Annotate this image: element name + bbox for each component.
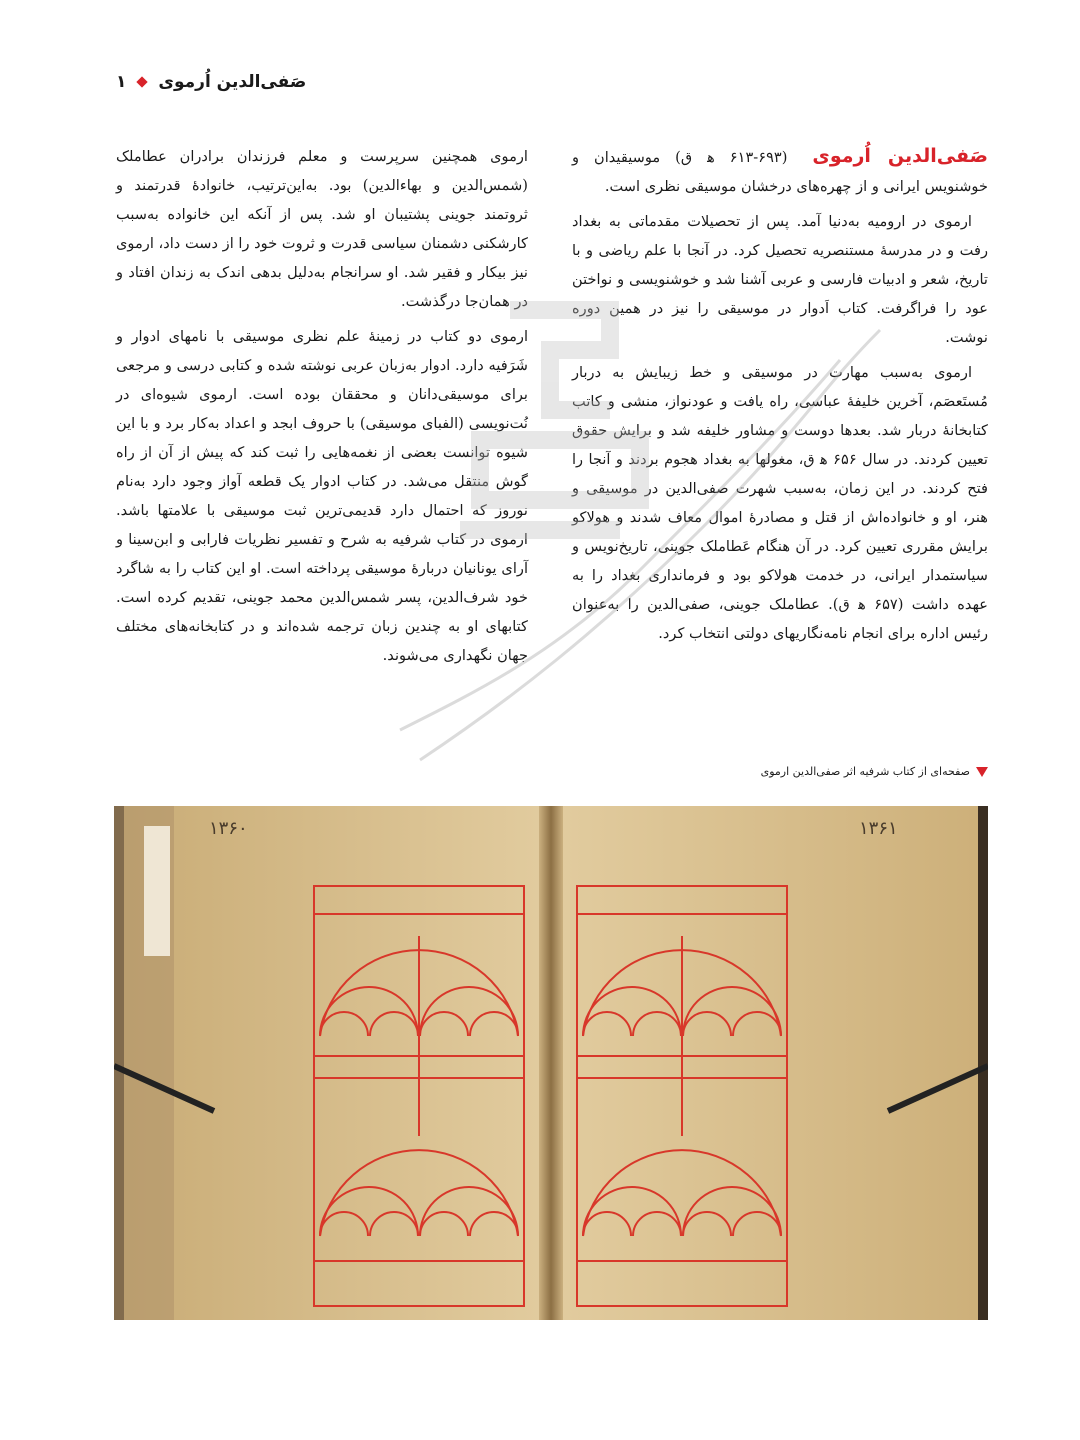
paragraph: ارموی به‌سبب مهارت در موسیقی و خط زیبایش به دربار مُستَعصَم، آخرین خلیفهٔ عباسی، راه یافت و عودنواز، منشی و کاتب کتابخانهٔ دربار شد. بعدها دوست و مشاور خلیفه شد و برایش حقوق تعیین کردند. در سال ۶۵۶ ه‍ ق، مغولها به بغداد هجوم بردند و آنجا را فتح کردند. در این زمان، به‌سبب شهرت صفی‌الدین در موسیقی و هنر، او و خانواده‌اش از قتل و مصادرهٔ اموال معاف شدند و هولاکو برایش مقرری تعیین کرد. در آن هنگام عَطاملک جوینی، تاریخ‌نویس و سیاستمدار ایرانی، در خدمت هولاکو بود و فرمانداری بغداد را به عهده داشت (۶۵۷ ه‍ ق). عطاملک جوینی، صفی‌الدین را به‌عنوان رئیس اداره برای انجام نامه‌نگاریهای دولتی انتخاب کرد. xyxy=(572,364,988,642)
paragraph: ارموی دو کتاب در زمینهٔ علم نظری موسیقی با نامهای ادوار و شَرَفیه دارد. ادوار به‌زبان عربی نوشته شده و کتابی درسی و مرجعی برای موسیقی‌دانان و محققان بوده است. ارموی شیوه‌ای در نُت‌نویسی (الفبای موسیقی) با حروف ابجد و اعداد به‌کار برد و با این شیوه توانست بعضی از نغمه‌هایی را ثبت کند که پیش از آن از راه گوش منتقل می‌شد. در کتاب ادوار یک قطعه آواز وجود دارد به‌نام نوروز که احتمال دارد قدیمی‌ترین ثبت موسیقی با علامتها باشد. ارموی در کتاب شرفیه به شرح و تفسیر نظریات فارابی و ابن‌سینا و آرای یونانیان دربارهٔ موسیقی پرداخته است. او این کتاب را به شاگرد خود شرف‌الدین، پسر شمس‌الدین محمد جوینی، تقدیم کرده است. کتابهای او به چندین زبان ترجمه شده‌اند و در کتابخانه‌های مختلف جهان نگهداری می‌شوند. xyxy=(116,328,528,664)
figure-caption xyxy=(761,765,988,778)
right-column xyxy=(572,142,988,654)
caption-text: صفحه‌ای از کتاب شرفیه اثر صفی‌الدین ارموی xyxy=(760,765,970,778)
left-page-number: ۱۳۶۰ xyxy=(209,818,248,839)
right-page-number: ۱۳۶۱ xyxy=(859,818,898,839)
page-header xyxy=(116,72,306,92)
article-title: صَفی‌الدین اُرموی xyxy=(812,145,988,167)
left-column xyxy=(116,142,528,676)
diamond-icon xyxy=(137,76,148,87)
running-title: صَفی‌الدین اُرموی xyxy=(158,72,307,92)
page-number: ۱ xyxy=(116,72,127,92)
paragraph: ارموی همچنین سرپرست و معلم فرزندان برادران عطاملک (شمس‌الدین و بهاءالدین) بود. به‌این‌ترتیب، خانوادهٔ قدرتمند و ثروتمند جوینی پشتیبان او شد. پس از آنکه این خانواده به‌سبب کارشکنی دشمنان سیاسی قدرت و ثروت خود را از دست داد، ارموی نیز بیکار و فقیر شد. او سرانجام به‌دلیل بدهی اندک به زندان افتاد و در همان‌جا درگذشت. xyxy=(116,148,528,310)
caption-triangle-icon xyxy=(976,767,988,777)
manuscript-photo xyxy=(114,806,988,1320)
intro-paragraph xyxy=(572,142,988,201)
intro-text: (۶۹۳-۶۱۳ ه‍ ق) موسیقیدان و خوشنویس ایرانی و از چهره‌های درخشان موسیقی نظری است. xyxy=(572,149,988,195)
paragraph: ارموی در ارومیه به‌دنیا آمد. پس از تحصیلات مقدماتی به بغداد رفت و در مدرسهٔ مستنصریه تحصیل کرد. در آنجا با علم ریاضی و با تاریخ، شعر و ادبیات فارسی و عربی آشنا شد و خوشنویسی و نواختن عود را فراگرفت. کتاب اَدوار در موسیقی را نیز در همین دوره نوشت. xyxy=(572,213,988,346)
